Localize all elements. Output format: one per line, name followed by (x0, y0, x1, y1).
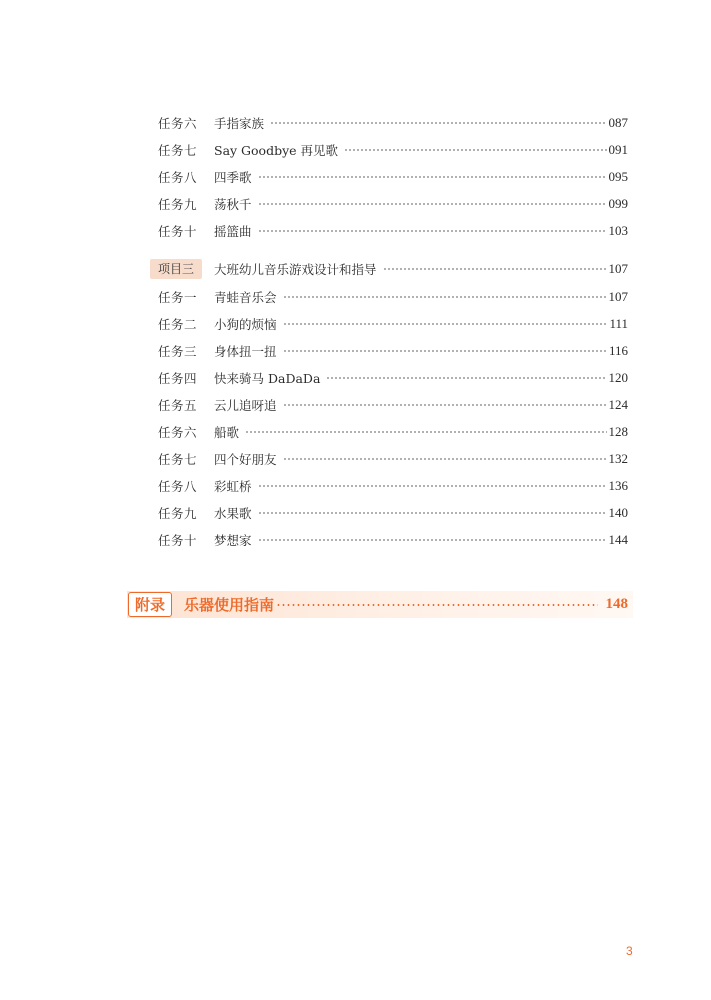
dot-leader (258, 538, 607, 542)
page-ref: 107 (608, 289, 628, 304)
project-badge: 项目三 (150, 259, 202, 279)
page-ref: 120 (608, 370, 628, 385)
task-title: 水果歌 (214, 506, 252, 521)
dot-leader (258, 511, 607, 515)
task-label: 任务六 (158, 425, 198, 440)
toc-entry[interactable] (158, 140, 628, 160)
toc-appendix-entry[interactable] (127, 591, 633, 618)
task-title: 云儿追呀追 (214, 398, 277, 413)
dot-leader (326, 376, 606, 380)
toc-entry[interactable] (158, 287, 628, 307)
task-title: 手指家族 (214, 116, 265, 131)
task-title: 四季歌 (214, 170, 252, 185)
toc-entry[interactable] (158, 221, 628, 241)
project-title: 大班幼儿音乐游戏设计和指导 (214, 262, 377, 277)
toc-entry[interactable] (158, 194, 628, 214)
task-title: 青蛙音乐会 (214, 290, 277, 305)
page-ref: 099 (608, 196, 628, 211)
page-ref: 140 (608, 505, 628, 520)
toc-entry[interactable] (158, 341, 628, 361)
page-ref: 148 (605, 596, 628, 612)
dot-leader (258, 175, 607, 179)
task-title: 四个好朋友 (214, 452, 277, 467)
task-title: 荡秋千 (214, 197, 252, 212)
page-ref: 107 (608, 261, 628, 276)
toc-entry[interactable] (158, 113, 628, 133)
task-label: 任务二 (158, 317, 198, 332)
page-ref: 095 (608, 169, 628, 184)
task-title: 身体扭一扭 (214, 344, 277, 359)
toc-entry[interactable] (158, 368, 628, 388)
toc-project-entry[interactable] (158, 259, 628, 279)
task-title: 彩虹桥 (214, 479, 252, 494)
task-title: Say Goodbye 再见歌 (214, 143, 339, 158)
dot-leader (283, 322, 608, 326)
task-label: 任务十 (158, 533, 198, 548)
page-ref: 124 (608, 397, 628, 412)
task-title: 摇篮曲 (214, 224, 252, 239)
dot-leader (270, 121, 606, 125)
task-label: 任务六 (158, 116, 198, 131)
page-ref: 103 (608, 223, 628, 238)
toc-entry[interactable] (158, 422, 628, 442)
task-label: 任务五 (158, 398, 198, 413)
appendix-badge: 附录 (128, 592, 172, 617)
page-ref: 136 (608, 478, 628, 493)
task-label: 任务八 (158, 170, 198, 185)
toc-entry[interactable] (158, 167, 628, 187)
toc-entry[interactable] (158, 314, 628, 334)
toc-entry[interactable] (158, 503, 628, 523)
task-label: 任务四 (158, 371, 198, 386)
page-ref: 132 (608, 451, 628, 466)
page-ref: 087 (608, 115, 628, 130)
page-number: 3 (626, 944, 633, 958)
dot-leader (258, 484, 607, 488)
task-title: 快来骑马 DaDaDa (214, 371, 321, 386)
dot-leader (344, 148, 606, 152)
page-ref: 128 (608, 424, 628, 439)
task-title: 梦想家 (214, 533, 252, 548)
dot-leader (283, 349, 607, 353)
toc-entry[interactable] (158, 476, 628, 496)
task-label: 任务八 (158, 479, 198, 494)
task-label: 任务九 (158, 506, 198, 521)
task-label: 任务九 (158, 197, 198, 212)
toc-entry[interactable] (158, 449, 628, 469)
toc-entry[interactable] (158, 530, 628, 550)
dot-leader (258, 202, 607, 206)
dot-leader (258, 229, 607, 233)
toc-entry[interactable] (158, 395, 628, 415)
dot-leader (383, 267, 607, 271)
task-label: 任务七 (158, 452, 198, 467)
task-label: 任务十 (158, 224, 198, 239)
task-label: 任务七 (158, 143, 198, 158)
page-ref: 091 (608, 142, 628, 157)
dot-leader (283, 457, 607, 461)
task-title: 船歌 (214, 425, 240, 440)
dot-leader (283, 295, 607, 299)
page-ref: 144 (608, 532, 628, 547)
dot-leader (283, 403, 607, 407)
task-label: 任务一 (158, 290, 198, 305)
appendix-title: 乐器使用指南 (184, 596, 275, 614)
dot-leader (245, 430, 606, 434)
task-label: 任务三 (158, 344, 198, 359)
page-ref: 116 (608, 343, 628, 358)
task-title: 小狗的烦恼 (214, 317, 277, 332)
page-ref: 111 (609, 316, 628, 331)
dot-leader (276, 603, 597, 607)
